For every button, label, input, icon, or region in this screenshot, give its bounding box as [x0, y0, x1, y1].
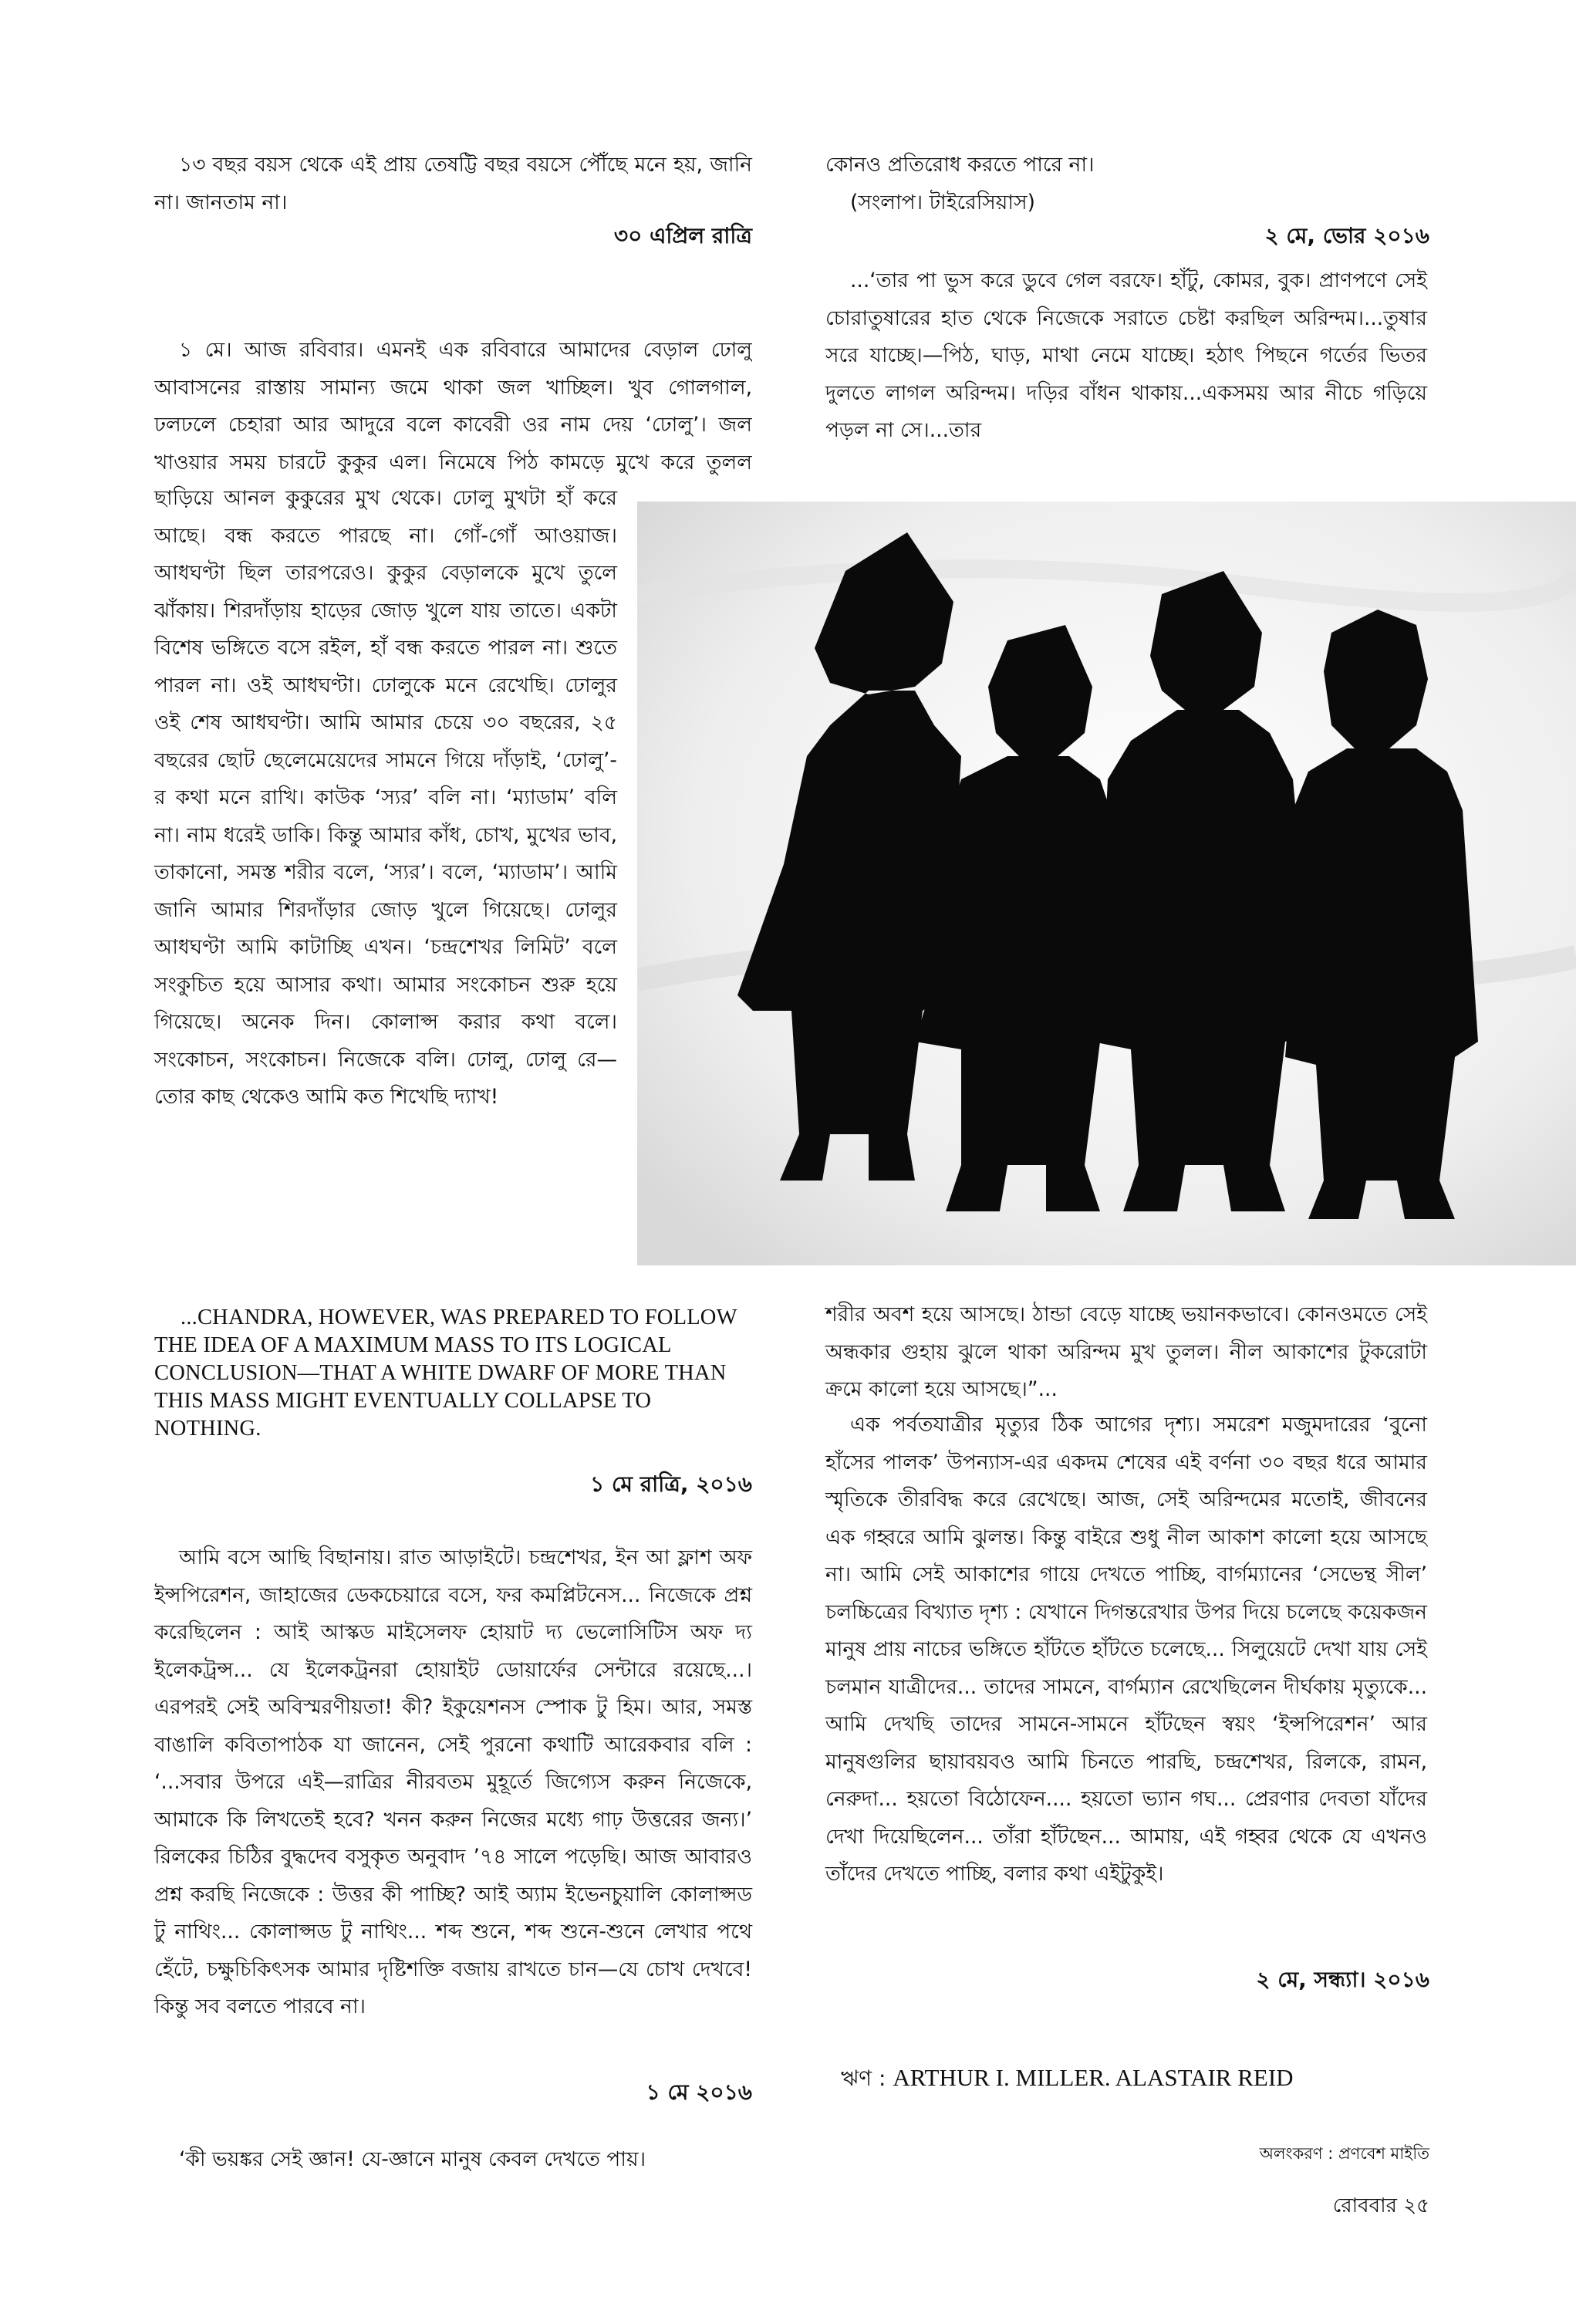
- dateline-2-may-dawn: ২ মে, ভোর ২০১৬: [1264, 223, 1429, 248]
- credit-names: ARTHUR I. MILLER. ALASTAIR REID: [893, 2064, 1294, 2091]
- left-paragraph-2a: ১ মে। আজ রবিবার। এমনই এক রবিবারে আমাদের বেড়াল ঢোলু আবাসনের রাস্তায় সামান্য জমে থাকা জল খাচ্ছিল। খুব গোলগাল, ঢলঢলে চেহারা আর আদুরে বলে কাবেরী ওর নাম দেয় ‘ঢোলু’। জল খাওয়ার সময় চারটে কুকুর এল। নিমেষে পিঠ কামড়ে মুখে করে তুলল: [154, 338, 752, 475]
- page-number: রোববার ২৫: [1332, 2194, 1429, 2218]
- silhouette-illustration: [637, 502, 1576, 1265]
- left-paragraph-3: আমি বসে আছি বিছানায়। রাত আড়াইটে। চন্দ্রশেখর, ইন আ ফ্লাশ অফ ইন্সপিরেশন, জাহাজের ডেকচেয়ারে বসে, ফর কমপ্লিটনেস... নিজেকে প্রশ্ন করেছিলেন : আই আস্কড মাইসেলফ হোয়াট দ্য ভেলোসিটিস অফ দ্য ইলেকট্রন্স... যে ইলেকট্রনরা হোয়াইট ডোয়ার্ফের সেন্টারে রয়েছে...। এরপরই সেই অবিস্মরণীয়তা! কী? ইকুয়েশনস স্পোক টু হিম। আর, সমস্ত বাঙালি কবিতাপাঠক যা জানেন, সেই পুরনো কথাটি আরেকবার বলি : ‘...সবার উপরে এই—রাত্রির নীরবতম মুহূর্তে জিগ্যেস করুন নিজেকে, আমাকে কি লিখতেই হবে? খনন করুন নিজের মধ্যে গাঢ় উত্তরের জন্য।’ রিলকের চিঠির বুদ্ধদেব বসুকৃত অনুবাদ ’৭৪ সালে পড়েছি। আজ আবারও প্রশ্ন করছি নিজেকে : উত্তর কী পাচ্ছি? আই অ্যাম ইভেনচুয়ালি কোলাপ্সড টু নাথিং... কোলাপ্সড টু নাথিং... শব্দ শুনে, শব্দ শুনে-শুনে লেখার পথে হেঁটে, চক্ষুচিকিৎসক আমার দৃষ্টিশক্তি বজায় রাখতে চান—যে চোখ দেখবে! কিন্তু সব বলতে পারবে না।: [154, 1545, 752, 2018]
- silhouette-figures: [637, 502, 1576, 1265]
- left-paragraph-2b: ছাড়িয়ে আনল কুকুরের মুখ থেকে। ঢোলু মুখটা হাঁ করে আছে। বন্ধ করতে পারছে না। গোঁ-গোঁ আওয়াজ। আধঘণ্টা ছিল তারপরেও। কুকুর বেড়ালকে মুখে তুলে ঝাঁকায়। শিরদাঁড়ায় হাড়ের জোড় খুলে যায় তাতে। একটা বিশেষ ভঙ্গিতে বসে রইল, হাঁ বন্ধ করতে পারল না। শুতে পারল না। ওই আধঘণ্টা। ঢোলুকে মনে রেখেছি। ঢোলুর ওই শেষ আধঘণ্টা। আমি আমার চেয়ে ৩০ বছরের, ২৫ বছরের ছোট ছেলেমেয়েদের সামনে গিয়ে দাঁড়াই, ‘ঢোলু’-র কথা মনে রাখি। কাউক ‘স্যর’ বলি না। ‘ম্যাডাম’ বলি না। নাম ধরেই ডাকি। কিন্তু আমার কাঁধ, চোখ, মুখের ভাব, তাকানো, সমস্ত শরীর বলে, ‘স্যর’। বলে, ‘ম্যাডাম’। আমি জানি আমার শিরদাঁড়ার জোড় খুলে গিয়েছে। ঢোলুর আধঘণ্টা আমি কাটাচ্ছি এখন। ‘চন্দ্রশেখর লিমিট’ বলে সংকুচিত হয়ে আসার কথা। আমার সংকোচন শুরু হয়ে গিয়েছে। অনেক দিন। কোলাপ্স করার কথা বলে। সংকোচন, সংকোচন। নিজেকে বলি। ঢোলু, ঢোলু রে—তোর কাছ থেকেও আমি কত শিখেছি দ্যাখ!: [154, 486, 617, 1109]
- illustrator-credit: অলংকরণ : প্রণবেশ মাইতি: [1259, 2144, 1429, 2163]
- credits: [841, 2062, 1294, 2098]
- dateline-1-may-night: ১ মে রাত্রি, ২০১৬: [590, 1471, 752, 1497]
- right-paragraph-3: শরীর অবশ হয়ে আসছে। ঠান্ডা বেড়ে যাচ্ছে ভয়ানকভাবে। কোনওমতে সেই অন্ধকার গুহায় ঝুলে থাকা অরিন্দম মুখ তুলল। নীল আকাশের টুকরোটা ক্রমে কালো হয়ে আসছে।”...: [825, 1302, 1427, 1401]
- left-paragraph-4: ‘কী ভয়ঙ্কর সেই জ্ঞান! যে-জ্ঞানে মানুষ কেবল দেখতে পায়।: [179, 2147, 646, 2171]
- right-paragraph-4: এক পর্বতযাত্রীর মৃত্যুর ঠিক আগের দৃশ্য। সমরেশ মজুমদারের ‘বুনো হাঁসের পালক’ উপন্যাস-এর একদম শেষের এই বর্ণনা ৩০ বছর ধরে আমার স্মৃতিকে তীরবিদ্ধ করে রেখেছে। আজ, সেই অরিন্দমের মতোই, জীবনের এক গহ্বরে আমি ঝুলন্ত। কিন্তু বাইরে শুধু নীল আকাশ কালো হয়ে আসছে না। আমি সেই আকাশের গায়ে দেখতে পাচ্ছি, বার্গম্যানের ‘সেভেন্থ সীল’ চলচ্চিত্রের বিখ্যাত দৃশ্য : যেখানে দিগন্তরেখার উপর দিয়ে চলেছে কয়েকজন মানুষ প্রায় নাচের ভঙ্গিতে হাঁটতে হাঁটতে চলেছে... সিলুয়েটে দেখা যায় সেই চলমান যাত্রীদের... তাদের সামনে, বার্গম্যান রেখেছিলেন দীর্ঘকায় মৃত্যুকে... আমি দেখছি তাদের সামনে-সামনে হাঁটছেন স্বয়ং ‘ইন্সপিরেশন’ আর মানুষগুলির ছায়াবয়বও আমি চিনতে পারছি, চন্দ্রশেখর, রিলকে, রামন, নেরুদা... হয়তো বিঠোফেন.... হয়তো ভ্যান গঘ... প্রেরণার দেবতা যাঁদের দেখা দিয়েছিলেন... তাঁরা হাঁটছেন... আমায়, এই গহ্বর থেকে যে এখনও তাঁদের দেখতে পাচ্ছি, বলার কথা এইটুকুই।: [825, 1413, 1427, 1886]
- right-paragraph-1: কোনও প্রতিরোধ করতে পারে না। (সংলাপ। টাইরেসিয়াস): [825, 153, 1095, 214]
- dateline-2-may-evening: ২ মে, সন্ধ্যা। ২০১৬: [1256, 1967, 1429, 1992]
- credit-label: ঋণ :: [841, 2066, 886, 2091]
- left-paragraph-1: ১৩ বছর বয়স থেকে এই প্রায় তেষট্টি বছর বয়সে পৌঁছে মনে হয়, জানি না। জানতাম না।: [154, 153, 752, 214]
- dateline-30-april: ৩০ এপ্রিল রাত্রি: [613, 223, 752, 248]
- right-paragraph-2: ...‘তার পা ভুস করে ডুবে গেল বরফে। হাঁটু, কোমর, বুক। প্রাণপণে সেই চোরাতুষারের হাত থেকে নিজেকে সরাতে চেষ্টা করছিল অরিন্দম।...তুষার সরে যাচ্ছে।—পিঠ, ঘাড়, মাথা নেমে যাচ্ছে। হঠাৎ পিছনে গর্তের ভিতর দুলতে লাগল অরিন্দম। দড়ির বাঁধন থাকায়...একসময় আর নীচে গড়িয়ে পড়ল না সে।...তার: [825, 269, 1427, 442]
- chandra-quote: ...CHANDRA, HOWEVER, WAS PREPARED TO FOLLOW THE IDEA OF A MAXIMUM MASS TO ITS LOGICAL CONCLUSION—THAT A WHITE DWARF OF MORE THAN THIS MASS MIGHT EVENTUALLY COLLAPSE TO NOTHING.: [154, 1306, 737, 1441]
- dateline-1-may-2: ১ মে ২০১৬: [646, 2079, 752, 2105]
